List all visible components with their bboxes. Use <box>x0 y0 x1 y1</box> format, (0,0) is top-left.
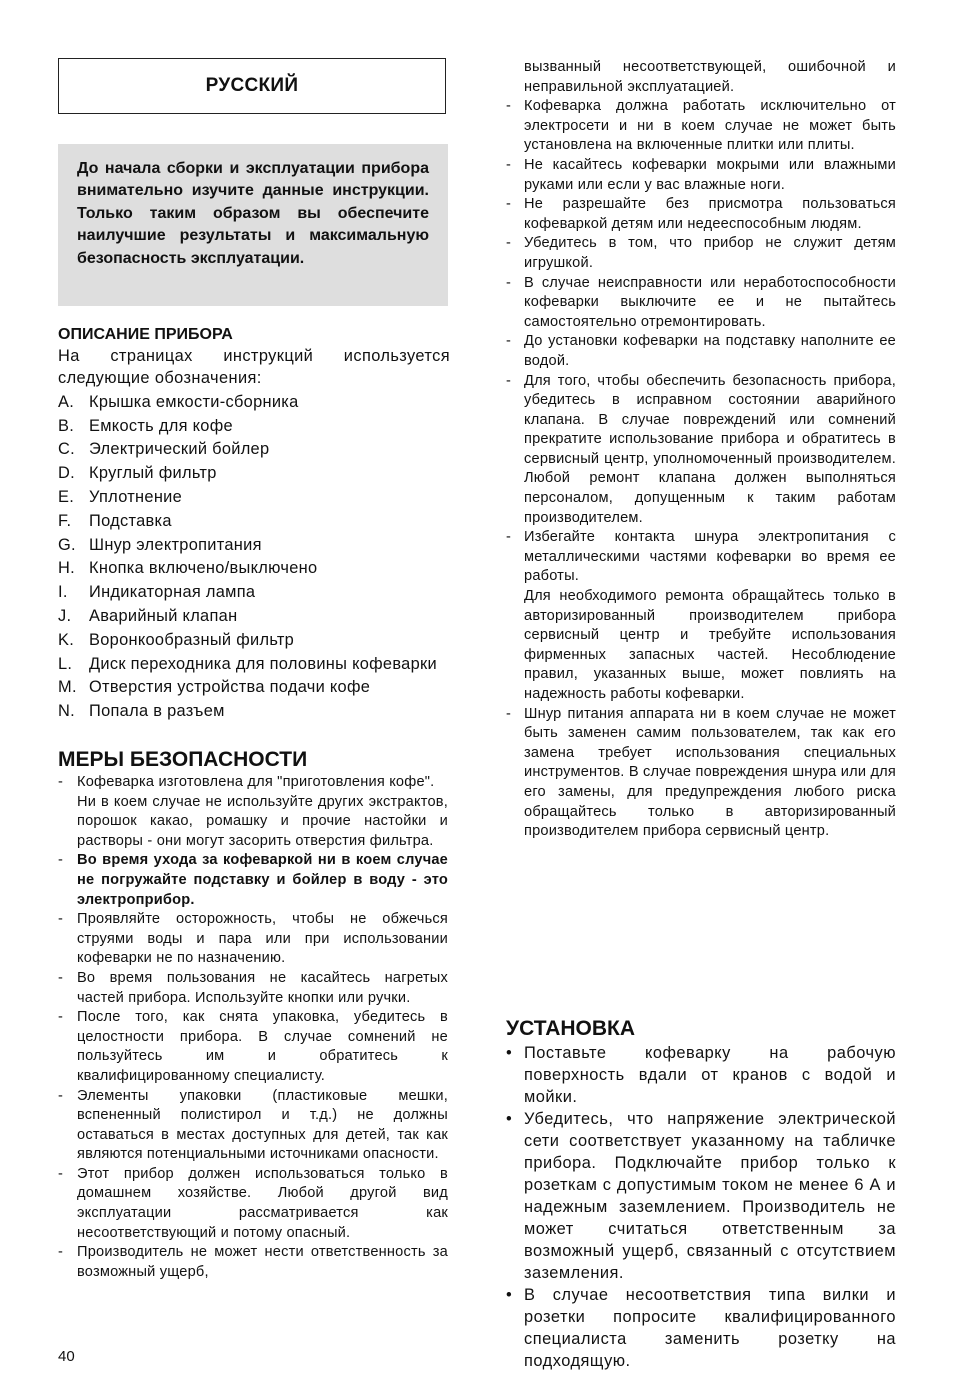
description-item <box>58 557 450 579</box>
item-letter: D. <box>58 464 75 483</box>
safety-item <box>58 969 448 1008</box>
safety-continuation: Ни в коем случае не используйте других экстрактов, порошок какао, ромашку и прочие настойки и растворы - они могут засорить отверстия фильтра. <box>77 793 448 849</box>
safety-list-left <box>58 773 448 1282</box>
description-item <box>58 415 450 437</box>
dash-marker: - <box>506 333 511 350</box>
language-label: РУССКИЙ <box>205 75 299 96</box>
item-letter: E. <box>58 487 75 506</box>
dash-marker: - <box>506 705 511 722</box>
item-letter: M. <box>58 678 77 697</box>
item-text: Емкость для кофе <box>89 416 233 435</box>
safety-text: Кофеварка изготовлена для "приготовления кофе". <box>77 774 435 790</box>
dash-marker: - <box>506 196 511 213</box>
installation-text: В случае несоответствия типа вилки и розетки попросите квалифицированного специалиста заменить розетку на подходящую. <box>524 1286 896 1370</box>
safety-item <box>506 372 896 529</box>
safety-item <box>506 332 896 371</box>
safety-list-right <box>506 58 896 842</box>
dash-marker: - <box>506 372 511 389</box>
item-letter: F. <box>58 511 72 530</box>
item-text: Уплотнение <box>89 487 183 506</box>
item-text: Подставка <box>89 511 172 530</box>
safety-text: Элементы упаковки (пластиковые мешки, вспененный полистирол и т.д.) не должны оставаться в местах доступных для детей, так как являются потенциальными источниками опасности. <box>77 1087 448 1163</box>
safety-item <box>506 195 896 234</box>
installation-item <box>506 1284 896 1372</box>
safety-text: Шнур питания аппарата ни в коем случае не может быть заменен самим пользователем, так как его замена требует использования специальных инструментов. В случае повреждения шнура или для его замены, для предупреждения любого риска обращайтесь только в авторизированный производителем прибора сервисный центр. <box>524 705 896 840</box>
item-letter: B. <box>58 416 75 435</box>
safety-text: После того, как снята упаковка, убедитесь в целостности прибора. В случае сомнений не пользуйтесь им и обратитесь к квалифицированному специалисту. <box>77 1009 448 1084</box>
safety-text: Производитель не может нести ответственность за возможный ущерб, <box>77 1244 448 1280</box>
right-column <box>506 58 896 1370</box>
bullet-marker: • <box>506 1044 512 1062</box>
bullet-marker: • <box>506 1110 512 1128</box>
description-item <box>58 462 450 484</box>
safety-text: Не касайтесь кофеварки мокрыми или влажными руками или если у вас влажные ноги. <box>524 156 896 193</box>
item-text: Попала в разъем <box>89 702 225 721</box>
item-text: Круглый фильтр <box>89 464 217 483</box>
item-text: Кнопка включено/выключено <box>89 559 318 578</box>
safety-item <box>506 705 896 842</box>
safety-text: Во время пользования не касайтесь нагретых частей прибора. Используйте кнопки или ручки. <box>77 969 448 1006</box>
dash-marker: - <box>58 1087 63 1104</box>
description-item <box>58 391 450 413</box>
dash-marker: - <box>58 1165 63 1182</box>
item-letter: A. <box>58 392 75 411</box>
item-letter: L. <box>58 654 73 673</box>
safety-text: Убедитесь в том, что прибор не служит детям игрушкой. <box>524 235 896 271</box>
dash-marker: - <box>506 529 511 546</box>
item-letter: H. <box>58 559 75 578</box>
item-letter: C. <box>58 440 75 459</box>
dash-marker: - <box>506 98 511 115</box>
installation-text: Поставьте кофеварку на рабочую поверхность вдали от кранов с водой и мойки. <box>524 1044 896 1106</box>
safety-text: В случае неисправности или неработоспособности кофеварки выключите ее и не пытайтесь самостоятельно отремонтировать. <box>524 274 896 330</box>
safety-continuation: вызванный несоответствующей, ошибочной и неправильной эксплуатацией. <box>524 59 896 95</box>
description-intro: На страницах инструкций используется следующие обозначения: <box>58 347 450 387</box>
safety-text: Во время ухода за кофеваркой ни в коем случае не погружайте подставку и бойлер в воду - это электроприбор. <box>77 852 448 908</box>
item-text: Отверстия устройства подачи кофе <box>89 678 371 697</box>
bullet-marker: • <box>506 1286 512 1304</box>
safety-item <box>506 528 896 587</box>
language-header-box <box>58 58 446 114</box>
description-item <box>58 486 450 508</box>
dash-marker: - <box>58 852 63 869</box>
description-item <box>58 653 450 675</box>
item-text: Шнур электропитания <box>89 535 262 554</box>
safety-text: Избегайте контакта шнура электропитания с металлическими частями кофеварки во время ее работы. <box>524 529 896 585</box>
dash-marker: - <box>58 969 63 986</box>
safety-text: Не разрешайте без присмотра пользоваться кофеваркой детям или недееспособным людям. <box>524 196 896 232</box>
item-text: Диск переходника для половины кофеварки <box>89 654 437 673</box>
dash-marker: - <box>58 1244 63 1261</box>
safety-item <box>506 234 896 273</box>
description-item <box>58 534 450 556</box>
safety-item <box>58 1087 448 1165</box>
dash-marker: - <box>506 235 511 252</box>
item-letter: G. <box>58 535 76 554</box>
description-heading: ОПИСАНИЕ ПРИБОРА <box>58 326 233 343</box>
safety-item <box>58 1008 448 1086</box>
installation-section <box>506 1016 896 1372</box>
safety-item <box>58 910 448 969</box>
safety-item <box>58 1243 448 1282</box>
dash-marker: - <box>58 1009 63 1026</box>
installation-item <box>506 1042 896 1108</box>
safety-heading: МЕРЫ БЕЗОПАСНОСТИ <box>58 748 308 771</box>
safety-item <box>506 97 896 156</box>
safety-item <box>506 274 896 333</box>
description-item <box>58 629 450 651</box>
safety-item <box>506 156 896 195</box>
description-section <box>58 325 450 722</box>
dash-marker: - <box>506 156 511 173</box>
dash-marker: - <box>58 774 63 790</box>
description-item <box>58 605 450 627</box>
safety-text: Проявляйте осторожность, чтобы не обжечься струями воды и пара или при использовании кофеварки не по назначению. <box>77 911 448 967</box>
description-list <box>58 391 450 722</box>
installation-list <box>506 1042 896 1372</box>
safety-item <box>58 851 448 910</box>
item-letter: J. <box>58 606 72 625</box>
dash-marker: - <box>58 911 63 928</box>
installation-item <box>506 1108 896 1284</box>
item-letter: N. <box>58 702 75 721</box>
safety-continuation: Для необходимого ремонта обращайтесь только в авторизированный производителем прибора сервисный центр и требуйте использования фирменных запасных частей. Несоблюдение правил, указанных выше, может повлиять на надежность работы кофеварки. <box>524 588 896 702</box>
description-item <box>58 438 450 460</box>
safety-text: Этот прибор должен использоваться только в домашнем хозяйстве. Любой другой вид эксплуатации рассматривается как несоответствующий и потому опасный. <box>77 1165 448 1241</box>
intro-text: До начала сборки и эксплуатации прибора внимательно изучите данные инструкции. Только таким образом вы обеспечите наилучшие результаты и максимальную безопасность эксплуатации. <box>77 160 429 267</box>
item-text: Индикаторная лампа <box>89 583 256 602</box>
safety-text: Кофеварка должна работать исключительно от электросети и ни в коем случае не может быть установлена на включенные плитки или плиты. <box>524 98 896 154</box>
item-text: Воронкообразный фильтр <box>89 630 295 649</box>
safety-text: Для того, чтобы обеспечить безопасность прибора, убедитесь в исправном состоянии аварийного клапана. В случае повреждений или сомнений прекратите использование прибора и обратитесь в сервисный центр, уполномоченный производителем. Любой ремонт клапана должен выполняться персоналом, допущенным к таким работам производителем. <box>524 372 896 526</box>
item-text: Электрический бойлер <box>89 440 270 459</box>
safety-section <box>58 747 448 1282</box>
safety-item <box>58 1165 448 1243</box>
intro-warning-box <box>58 144 448 306</box>
dash-marker: - <box>506 274 511 291</box>
installation-text: Убедитесь, что напряжение электрической сети соответствует указанному на табличке прибора. Подключайте прибор только к розеткам с допустимым током не менее 6 А и надежным заземлением. Производитель не может считаться ответственным за возможный ущерб, связанный с отсутствием заземления. <box>524 1110 896 1282</box>
safety-item <box>58 773 448 793</box>
description-item <box>58 676 450 698</box>
installation-heading: УСТАНОВКА <box>506 1017 636 1040</box>
safety-text: До установки кофеварки на подставку наполните ее водой. <box>524 333 896 369</box>
description-item <box>58 581 450 603</box>
item-letter: I. <box>58 583 68 602</box>
item-letter: K. <box>58 630 75 649</box>
description-item <box>58 510 450 532</box>
item-text: Крышка емкости-сборника <box>89 392 299 411</box>
page-number: 40 <box>58 1348 75 1365</box>
description-item <box>58 700 450 722</box>
item-text: Аварийный клапан <box>89 606 238 625</box>
